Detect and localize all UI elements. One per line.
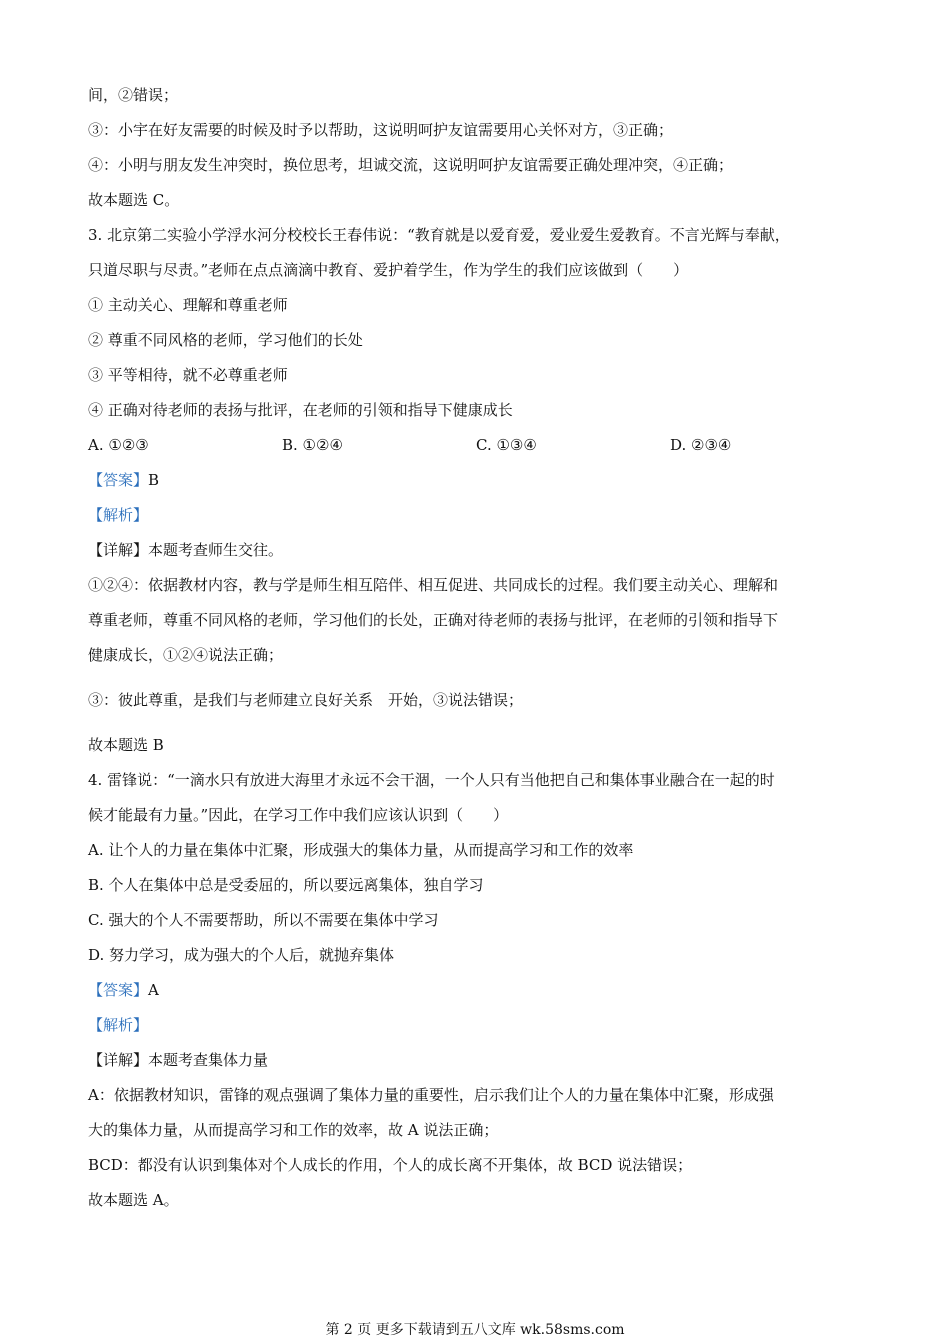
question-3-choices xyxy=(88,428,868,463)
answer-value: B xyxy=(148,471,160,489)
question-3-option: ③ 平等相待，就不必尊重老师 xyxy=(88,366,288,384)
question-4-stem: 候才能最有力量。”因此，在学习工作中我们应该认识到（ ） xyxy=(88,806,509,824)
answer-tag: 【答案】 xyxy=(88,981,149,999)
answer-line xyxy=(88,463,868,498)
question-4-option: A. 让个人的力量在集体中汇聚，形成强大的集体力量，从而提高学习和工作的效率 xyxy=(88,841,634,859)
detail-text: 本题考查师生交往。 xyxy=(148,541,284,559)
answer-value: A xyxy=(148,981,159,999)
question-4-stem: 4. 雷锋说：“一滴水只有放进大海里才永远不会干涸，一个人只有当他把自己和集体事业融合在一起的时 xyxy=(88,771,775,789)
text-line: ③：彼此尊重，是我们与老师建立良好关系 开始，③说法错误； xyxy=(88,691,524,709)
text-line: 故本题选 A。 xyxy=(88,1191,179,1209)
analysis-tag: 【解析】 xyxy=(88,1016,149,1034)
detail-tag: 【详解】 xyxy=(88,1051,149,1069)
text-line: ④：小明与朋友发生冲突时，换位思考，坦诚交流，这说明呵护友谊需要正确处理冲突，④正确； xyxy=(88,156,734,174)
question-3-option: ② 尊重不同风格的老师，学习他们的长处 xyxy=(88,331,363,349)
question-3-option: ① 主动关心、理解和尊重老师 xyxy=(88,296,288,314)
question-4-option: C. 强大的个人不需要帮助，所以不需要在集体中学习 xyxy=(88,911,439,929)
text-line: 大的集体力量，从而提高学习和工作的效率，故 A 说法正确； xyxy=(88,1121,499,1139)
text-line: BCD：都没有认识到集体对个人成长的作用，个人的成长离不开集体，故 BCD 说法错误； xyxy=(88,1156,693,1174)
text-line: 尊重老师，尊重不同风格的老师，学习他们的长处，正确对待老师的表扬与批评，在老师的引领和指导下 xyxy=(88,611,779,629)
question-4-option: B. 个人在集体中总是受委屈的，所以要远离集体，独自学习 xyxy=(88,876,484,894)
question-3-stem: 3. 北京第二实验小学浮水河分校校长王春伟说：“教育就是以爱育爱，爱业爱生爱教育。不言光辉与奉献， xyxy=(88,226,790,244)
text-line: 故本题选 C。 xyxy=(88,191,180,209)
text-line: ①②④：依据教材内容，教与学是师生相互陪伴、相互促进、共同成长的过程。我们要主动关心、理解和 xyxy=(88,576,779,594)
detail-line xyxy=(88,1043,868,1078)
choice-c: C. ①③④ xyxy=(476,436,537,454)
detail-line xyxy=(88,533,868,568)
answer-tag: 【答案】 xyxy=(88,471,149,489)
question-3-stem: 只道尽职与尽责。”老师在点点滴滴中教育、爱护着学生，作为学生的我们应该做到（ ） xyxy=(88,261,689,279)
text-line: 间，②错误； xyxy=(88,86,179,104)
question-3-option: ④ 正确对待老师的表扬与批评，在老师的引领和指导下健康成长 xyxy=(88,401,513,419)
text-line: 健康成长，①②④说法正确； xyxy=(88,646,284,664)
document-page xyxy=(88,78,868,1218)
detail-text: 本题考查集体力量 xyxy=(148,1051,269,1069)
text-line: A：依据教材知识，雷锋的观点强调了集体力量的重要性，启示我们让个人的力量在集体中汇聚，形成强 xyxy=(88,1086,774,1104)
choice-a: A. ①②③ xyxy=(88,436,149,454)
text-line: 故本题选 B xyxy=(88,736,164,754)
answer-line xyxy=(88,973,868,1008)
analysis-line xyxy=(88,498,868,533)
detail-tag: 【详解】 xyxy=(88,541,149,559)
text-line: ③：小宇在好友需要的时候及时予以帮助，这说明呵护友谊需要用心关怀对方，③正确； xyxy=(88,121,674,139)
page-footer: 第 2 页 更多下载请到五八文库 wk.58sms.com xyxy=(325,1322,625,1338)
choice-b: B. ①②④ xyxy=(282,436,343,454)
analysis-line xyxy=(88,1008,868,1043)
analysis-tag: 【解析】 xyxy=(88,506,149,524)
choice-d: D. ②③④ xyxy=(670,436,732,454)
question-4-option: D. 努力学习，成为强大的个人后，就抛弃集体 xyxy=(88,946,395,964)
